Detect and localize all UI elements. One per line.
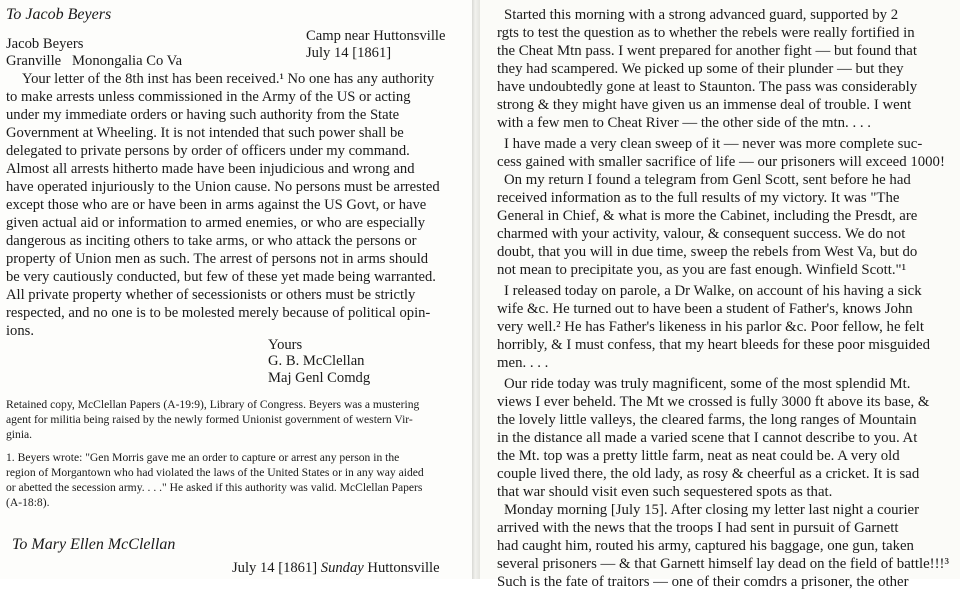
body-line: I have made a very clean sweep of it — never was more complete suc- xyxy=(504,136,923,152)
body-line: with a few men to Cheat River — the other side of the mtn. . . . xyxy=(497,115,871,131)
body-line: Such is the fate of traitors — one of their comdrs a prisoner, the other xyxy=(497,574,909,590)
footnote-line: (A-18:8). xyxy=(6,496,50,509)
source-note-line: ginia. xyxy=(6,428,33,441)
next-letter-date xyxy=(232,559,440,577)
body-line: wife &c. He turned out to have been a student of Father's, knows John xyxy=(497,301,913,317)
body-line: All private property whether of secessionists or others must be strictly xyxy=(6,287,416,303)
body-line: have undoubtedly gone at least to Staunton. The pass was considerably xyxy=(497,79,918,95)
body-line: they had scampered. We picked up some of their plunder — but they xyxy=(497,61,904,77)
body-line: Almost all arrests hitherto made have been injudicious and wrong and xyxy=(6,161,415,177)
letter-date: July 14 [1861] xyxy=(306,45,392,61)
next-letter-heading: To Mary Ellen McClellan xyxy=(12,536,176,553)
body-line: in the distance all made a varied scene that I cannot describe to you. At xyxy=(497,430,918,446)
footnote-line: region of Morgantown who had violated the laws of the United States or in any way aided xyxy=(6,466,424,479)
next-date-place: Huttonsville xyxy=(363,560,440,576)
body-line: that war should visit even such sequestered spots as that. xyxy=(497,484,833,500)
next-date-prefix: July 14 [1861] xyxy=(232,560,321,576)
right-page xyxy=(480,0,960,590)
body-line: Monday morning [July 15]. After closing my letter last night a courier xyxy=(504,502,920,518)
address-name: Jacob Beyers xyxy=(6,36,84,52)
body-line: respected, and no one is to be molested merely because of political opin- xyxy=(6,305,431,321)
body-line: to make arrests unless commissioned in the Army of the US or acting xyxy=(6,89,411,105)
body-line: be very cautiously conducted, but few of these yet made being warranted. xyxy=(6,269,436,285)
body-line: cess gained with smaller sacrifice of life — our prisoners will exceed 1000! xyxy=(497,154,945,170)
next-date-day: Sunday xyxy=(320,560,364,576)
body-line: Our ride today was truly magnificent, some of the most splendid Mt. xyxy=(504,376,911,392)
body-line: couple lived there, the old lady, as rosy & cheerful as a cricket. It is sad xyxy=(497,466,920,482)
body-line: delegated to private persons by order of officers under my command. xyxy=(6,143,410,159)
body-line: rgts to test the question as to whether the rebels were really fortified in xyxy=(497,25,915,41)
body-line: except those who are or have been in arms against the US Govt, or have xyxy=(6,197,427,213)
address-place: Granville Monongalia Co Va xyxy=(6,53,183,69)
body-line: men. . . . xyxy=(497,355,549,371)
body-line: several prisoners — & that Garnett himself lay dead on the field of battle!!!³ xyxy=(497,556,949,572)
body-line: given actual aid or information to armed enemies, or who are especially xyxy=(6,215,426,231)
body-line: the Cheat Mtn pass. I went prepared for another fight — but found that xyxy=(497,43,917,59)
body-line: received information as to the full results of my victory. It was "The xyxy=(497,190,900,206)
closing: Yours xyxy=(268,337,303,353)
body-line: I released today on parole, a Dr Walke, on account of his having a sick xyxy=(504,283,922,299)
body-line: General in Chief, & what is more the Cabinet, including the Presdt, are xyxy=(497,208,918,224)
body-line: very well.² He has Father's likeness in his parlor &c. Poor fellow, he felt xyxy=(497,319,924,335)
source-note-line: Retained copy, McClellan Papers (A-19:9), Library of Congress. Beyers was a mustering xyxy=(6,398,420,411)
body-line: the lovely little valleys, the cleared farms, the long ranges of Mountain xyxy=(497,412,917,428)
signature-rank: Maj Genl Comdg xyxy=(268,370,371,386)
body-line: had caught him, routed his army, captured his baggage, one gun, taken xyxy=(497,538,914,554)
letter-heading: To Jacob Beyers xyxy=(6,6,112,23)
body-line: strong & they might have given us an immense deal of trouble. I went xyxy=(497,97,912,113)
body-line: the Mt. top was a pretty little farm, neat as neat could be. A very old xyxy=(497,448,900,464)
source-note-line: agent for militia being raised by the newly formed Unionist government of western Vir- xyxy=(6,413,413,426)
body-line: property of Union men as such. The arrest of persons not in arms should xyxy=(6,251,429,267)
body-line: Started this morning with a strong advanced guard, supported by 2 xyxy=(504,7,899,23)
body-line: Your letter of the 8th inst has been received.¹ No one has any authority xyxy=(22,71,435,87)
left-page xyxy=(0,0,472,579)
body-line: Government at Wheeling. It is not intended that such power shall be xyxy=(6,125,404,141)
body-line: arrived with the news that the troops I had sent in pursuit of Garnett xyxy=(497,520,899,536)
body-line: ions. xyxy=(6,323,34,339)
signature: G. B. McClellan xyxy=(268,353,365,369)
page-gutter xyxy=(472,0,480,579)
body-line: not mean to precipitate you, as you are fast enough. Winfield Scott."¹ xyxy=(497,262,907,278)
body-line: dangerous as inciting others to take arms, or who attack the persons or xyxy=(6,233,417,249)
body-line: have operated injuriously to the Union cause. No persons must be arrested xyxy=(6,179,440,195)
body-line: On my return I found a telegram from Genl Scott, sent before he had xyxy=(504,172,911,188)
body-line: views I ever beheld. The Mt we crossed is fully 3000 ft above its base, & xyxy=(497,394,930,410)
footnote-line: or abetted the secession army. . . ." He asked if this authority was valid. McClellan Papers xyxy=(6,481,423,494)
body-line: doubt, that you will in due time, sweep the rebels from West Va, but do xyxy=(497,244,918,260)
body-line: horribly, & I must confess, that my heart bleeds for these poor misguided xyxy=(497,337,930,353)
camp-location: Camp near Huttonsville xyxy=(306,28,446,44)
footnote-line: 1. Beyers wrote: "Gen Morris gave me an order to capture or arrest any person in the xyxy=(6,451,400,464)
body-line: under my immediate orders or having such authority from the State xyxy=(6,107,400,123)
body-line: charmed with your activity, valour, & consequent success. We do not xyxy=(497,226,906,242)
